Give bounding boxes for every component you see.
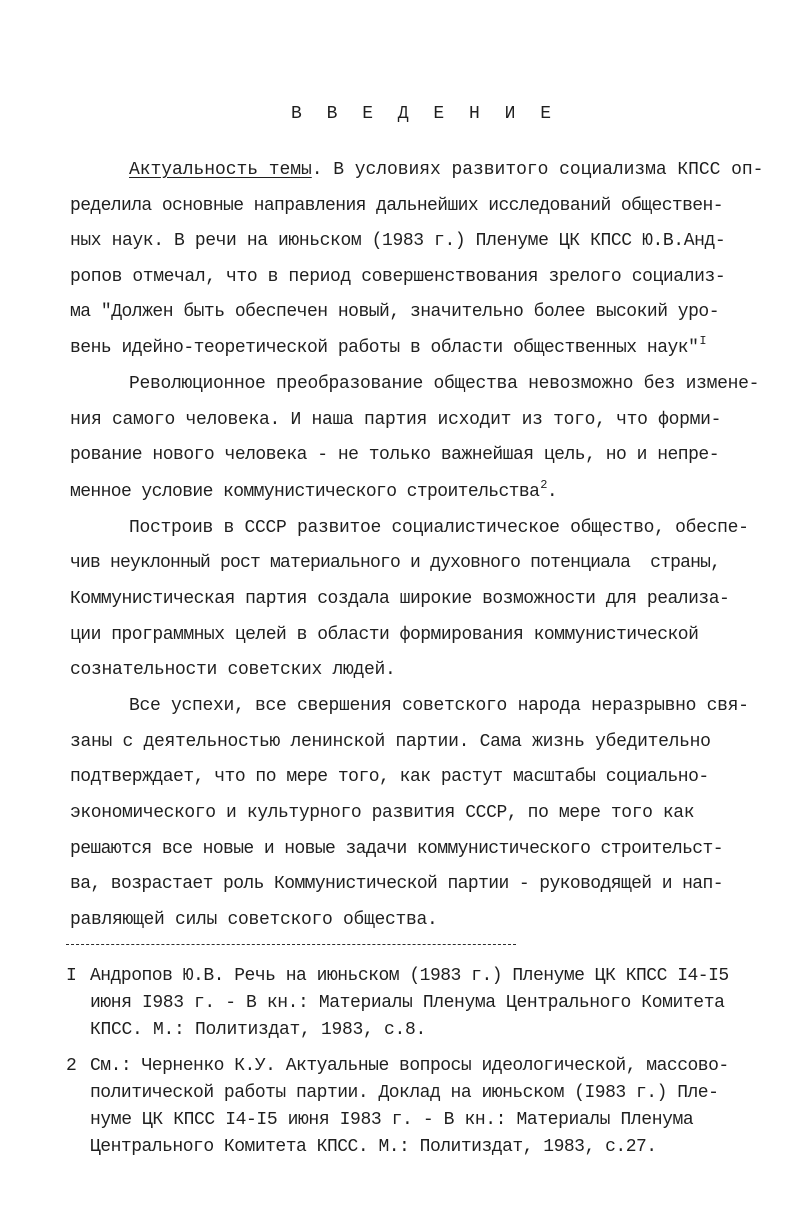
paragraph-1-line-1 bbox=[129, 159, 763, 181]
paragraph-4-line-3: подтверждает, что по мере того, как растут масштабы социально- bbox=[70, 767, 709, 787]
paragraph-2-line-4 bbox=[70, 478, 558, 503]
paragraph-3-line-2: чив неуклонный рост материального и духовного потенциала страны, bbox=[70, 553, 721, 573]
footnote-2-line-3: нуме ЦК КПСС I4-I5 июня I983 г. - В кн.: Материалы Пленума bbox=[90, 1110, 694, 1130]
paragraph-4-line-6: ва, возрастает роль Коммунистической партии - руководящей и нап- bbox=[70, 874, 723, 894]
topic-label: Актуальность темы bbox=[129, 160, 312, 180]
paragraph-1-line-5: ма "Должен быть обеспечен новый, значительно более высокий уро- bbox=[70, 302, 720, 322]
paragraph-2-line-2: ния самого человека. И наша партия исходит из того, что форми- bbox=[70, 410, 722, 430]
paragraph-3-line-4: ции программных целей в области формирования коммунистической bbox=[70, 625, 699, 645]
paragraph-2-line-4-text: менное условие коммунистического строительства bbox=[70, 482, 540, 502]
footnote-2-line-2: политической работы партии. Доклад на июньском (I983 г.) Пле- bbox=[90, 1083, 719, 1103]
paragraph-1-line-3: ных наук. В речи на июньском (1983 г.) Пленуме ЦК КПСС Ю.В.Анд- bbox=[70, 231, 726, 251]
paragraph-1-line-2: ределила основные направления дальнейших исследований обществен- bbox=[70, 196, 723, 216]
paragraph-3-line-5: сознательности советских людей. bbox=[70, 660, 396, 680]
paragraph-4-line-7: равляющей силы советского общества. bbox=[70, 910, 438, 930]
paragraph-1-line-1-rest: . В условиях развитого социализма КПСС оп- bbox=[311, 160, 764, 180]
footnote-1-line-3: КПСС. М.: Политиздат, 1983, с.8. bbox=[90, 1020, 427, 1040]
footnote-separator bbox=[66, 944, 516, 945]
footnote-2-line-1: См.: Черненко К.У. Актуальные вопросы идеологической, массово- bbox=[90, 1056, 729, 1076]
footnote-2-number: 2 bbox=[66, 1056, 77, 1076]
paragraph-1-line-6 bbox=[70, 334, 707, 359]
footnote-1-line-1: Андропов Ю.В. Речь на июньском (1983 г.) Пленуме ЦК КПСС I4-I5 bbox=[90, 966, 729, 986]
page-title: В В Е Д Е Н И Е bbox=[291, 104, 559, 124]
paragraph-4-line-5: решаются все новые и новые задачи коммунистического строительст- bbox=[70, 839, 723, 859]
footnote-2-line-4: Центрального Комитета КПСС. М.: Политиздат, 1983, с.27. bbox=[90, 1137, 657, 1157]
paragraph-2-line-3: рование нового человека - не только важнейшая цель, но и непре- bbox=[70, 445, 720, 465]
paragraph-1-line-6-text: вень идейно-теоретической работы в области общественных наук" bbox=[70, 338, 699, 358]
footnote-ref-2: 2 bbox=[540, 478, 547, 492]
paragraph-4-line-1: Все успехи, все свершения советского народа неразрывно свя- bbox=[129, 696, 749, 716]
paragraph-2-end: . bbox=[546, 482, 558, 502]
paragraph-3-line-3: Коммунистическая партия создала широкие возможности для реализа- bbox=[70, 589, 730, 609]
footnote-ref-1: I bbox=[699, 334, 707, 348]
paragraph-4-line-4: экономического и культурного развития СССР, по мере того как bbox=[70, 803, 695, 823]
footnote-1-number: I bbox=[66, 966, 77, 986]
paragraph-1-line-4: ропов отмечал, что в период совершенствования зрелого социализ- bbox=[70, 267, 726, 287]
footnote-1-line-2: июня I983 г. - В кн.: Материалы Пленума Центрального Комитета bbox=[90, 993, 725, 1013]
paragraph-3-line-1: Построив в СССР развитое социалистическое общество, обеспе- bbox=[129, 518, 749, 538]
paragraph-2-line-1: Революционное преобразование общества невозможно без измене- bbox=[129, 374, 760, 394]
paragraph-4-line-2: заны с деятельностью ленинской партии. Сама жизнь убедительно bbox=[70, 732, 711, 752]
